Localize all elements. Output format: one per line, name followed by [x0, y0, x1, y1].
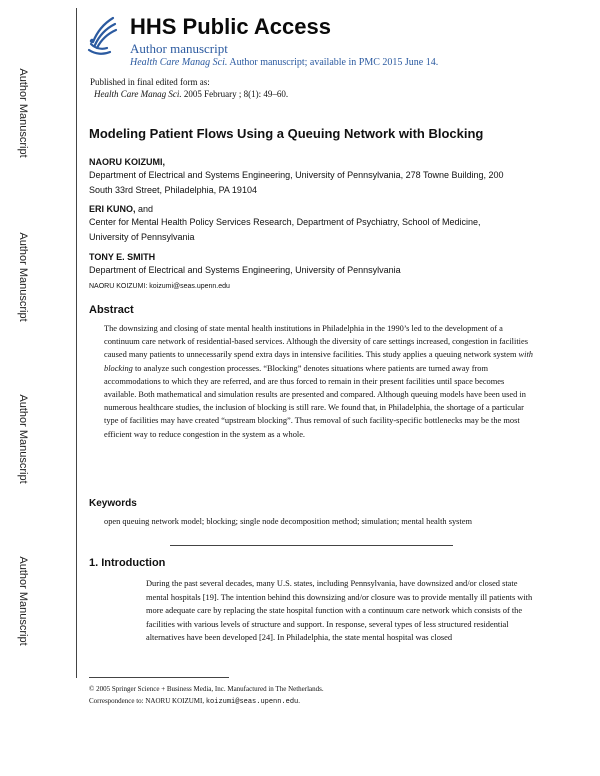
author-name: [89, 252, 155, 262]
sidebar-label-author-manuscript: Author Manuscript: [17, 232, 29, 322]
paper-title: Modeling Patient Flows Using a Queuing Network with Blocking: [89, 126, 484, 141]
published-citation: [94, 89, 288, 99]
published-in-label: Published in final edited form as:: [90, 77, 210, 87]
author-affiliation: Department of Electrical and Systems Engineering, University of Pennsylvania: [89, 265, 401, 275]
published-issue: 2005 February ; 8(1): 49–60.: [183, 89, 289, 99]
hhs-public-access-title: HHS Public Access: [130, 14, 331, 39]
keywords-list: open queuing network model; blocking; single node decomposition method; simulation; mental health system: [104, 517, 472, 526]
published-journal: Health Care Manag Sci.: [94, 89, 182, 99]
manuscript-citation: [130, 57, 438, 68]
copyright-notice: © 2005 Springer Science + Business Media, Inc. Manufactured in The Netherlands.: [89, 685, 324, 693]
author-manuscript-subtitle: Author manuscript: [130, 41, 228, 56]
sidebar-label-author-manuscript: Author Manuscript: [17, 556, 29, 646]
author-name-text: ERI KUNO,: [89, 204, 136, 214]
correspondence-email: koizumi@seas.upenn.edu: [205, 698, 299, 706]
author-conjunction: and: [135, 204, 154, 214]
correspondence-suffix: .: [298, 697, 301, 705]
correspondence-prefix: Correspondence to: NAORU KOIZUMI,: [89, 697, 206, 705]
keywords-divider: [170, 545, 453, 546]
abstract-heading: Abstract: [89, 304, 134, 316]
introduction-heading: 1. Introduction: [89, 557, 166, 569]
citation-availability: Author manuscript; available in PMC 2015 June 14.: [229, 57, 439, 68]
author-name-text: TONY E. SMITH: [89, 252, 156, 262]
citation-journal: Health Care Manag Sci.: [130, 57, 228, 68]
author-name: [89, 204, 153, 214]
author-affiliation: Department of Electrical and Systems Engineering, University of Pennsylvania, 278 Towne Building, 200 South 33rd Street, Philadelphia, PA 19104: [89, 170, 504, 195]
footnote-divider: [89, 677, 229, 678]
abstract-emphasis: with blocking: [104, 350, 533, 373]
sidebar-divider: [76, 8, 77, 678]
abstract-body: [104, 322, 536, 441]
keywords-heading: Keywords: [89, 498, 137, 509]
author-affiliation: Center for Mental Health Policy Services Research, Department of Psychiatry, School of Medicine, University of Pennsylvania: [89, 217, 481, 242]
correspondence-note: [89, 697, 300, 706]
sidebar-label-author-manuscript: Author Manuscript: [17, 68, 29, 158]
abstract-text-part2: to analyze such congestion processes. “Blocking” denotes situations where patients are turned away from accommodations to which they are referred, and are thus forced to remain in their present facilities until space becomes available. Both mathematical and simulation results are presented and compared. Although queuing models have been used in numerous healthcare studies, the inclusion of blocking is still rare. We found that, in Philadelphia, the shortage of a particular type of facilities may have created “upstream blocking”. Thus removal of such facility-specific bottlenecks may be the most efficient way to reduce congestion in the system as a whole.: [104, 363, 526, 439]
sidebar-label-author-manuscript: Author Manuscript: [17, 394, 29, 484]
abstract-text-part1: The downsizing and closing of state mental health institutions in Philadelphia in the 1990’s led to the development of a continuum care network of residential-based services. Although the diversity of care settings increased, congestion in facilities caused many patients to unnecessarily spend extra days in intensive facilities. This study applies a queuing network system: [104, 324, 528, 360]
author-name-text: NAORU KOIZUMI,: [89, 157, 165, 167]
introduction-body: During the past several decades, many U.S. states, including Pennsylvania, have downsized and/or closed state mental hospitals [19]. The intention behind this downsizing and/or closure was to provide mentally ill patients with more adequate care by replacing the state hospital function with a continuum care network which consists of the facilities with various levels of structure and support. In response, several types of less structured residential alternatives have been developed [24]. In Philadelphia, the state mental hospital was closed: [146, 579, 533, 643]
author-email: NAORU KOIZUMI: koizumi@seas.upenn.edu: [89, 283, 230, 290]
author-name: [89, 157, 165, 167]
hhs-eagle-logo-icon: [83, 14, 119, 58]
